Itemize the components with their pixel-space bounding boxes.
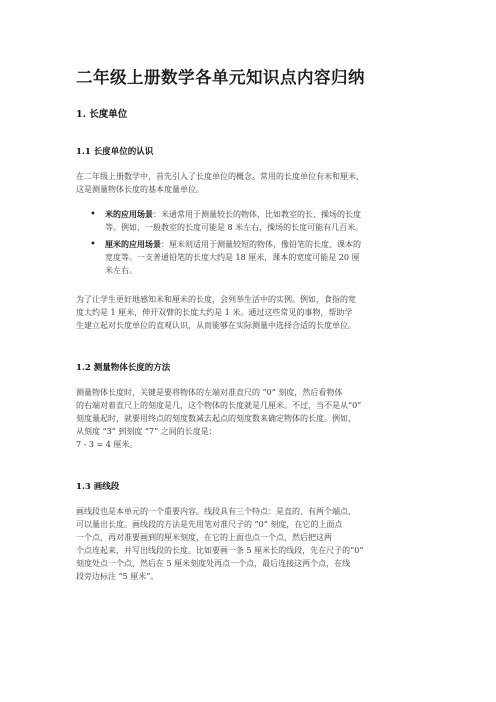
paragraph-line: 从刻度 “3” 到刻度 “7” 之间的长度是： [76, 427, 217, 436]
paragraph [76, 293, 452, 332]
document-title: 二年级上册数学各单元知识点内容归纳 [76, 68, 365, 87]
paragraph-line: 度大约是 1 厘米，伸开双臂的长度大约是 1 米。通过这些常见的事物，帮助学 [76, 308, 353, 317]
paragraph-line: 这是测量物体长度的基本度量单位。 [76, 185, 204, 194]
paragraph-line: 为了让学生更好地感知米和厘米的长度，会列举生活中的实例。例如，食指的宽 [76, 295, 356, 304]
paragraph-line: 刻度量起时，就要用终点的刻度数减去起点的刻度数来确定物体的长度。例如， [76, 414, 356, 423]
paragraph-line: 个点连起来，并写出线段的长度。比如要画一条 5 厘米长的线段，先在尺子的“0” [76, 546, 364, 555]
paragraph-line: ：厘米则适用于测量较短的物体，像铅笔的长度、课本的 [161, 240, 361, 249]
paragraph-line: 7 - 3 = 4 厘米。 [76, 440, 138, 449]
paragraph-line: 在二年级上册数学中，首先引入了长度单位的概念。常用的长度单位有米和厘米， [76, 172, 364, 181]
paragraph-line: ：米通常用于测量较长的物体，比如教室的长、操场的长度 [153, 210, 361, 219]
list-item [90, 238, 452, 277]
paragraph-line: 一个点，再对准要画到的厘米刻度，在它的上面也点一个点，然后把这两 [76, 533, 332, 542]
bullet-lead: 厘米的应用场景 [105, 239, 161, 249]
bullet-lead: 米的应用场景 [105, 209, 153, 219]
paragraph [76, 386, 452, 451]
paragraph-line: 米左右。 [105, 266, 137, 275]
paragraph-line: 测量物体长度时，关键是要将物体的左端对准直尺的 “0” 刻度，然后看物体 [76, 388, 343, 397]
paragraph [76, 170, 452, 196]
section-heading: 1. 长度单位 [76, 109, 128, 120]
paragraph-line: 段旁边标注 “5 厘米”。 [76, 572, 159, 581]
subsection-heading: 1.2 测量物体长度的方法 [76, 363, 171, 373]
subsection-heading: 1.3 画线段 [76, 482, 120, 492]
paragraph-line: 的右端对着直尺上的刻度是几，这个物体的长度就是几厘米。不过，当不是从“0” [76, 401, 362, 410]
paragraph-line: 刻度处点一个点，然后在 5 厘米刻度处再点一个点，最后连接这两个点，在线 [76, 559, 351, 568]
list-item [90, 208, 452, 234]
paragraph-line: 宽度等。一支普通铅笔的长度大约是 18 厘米，课本的宽度可能是 20 厘 [105, 253, 360, 262]
paragraph [76, 505, 452, 583]
paragraph-line: 可以量出长度。画线段的方法是先用笔对准尺子的 “0” 刻度，在它的上面点 [76, 520, 343, 529]
subsection-heading: 1.1 长度单位的认识 [76, 147, 154, 157]
paragraph-line: 生建立起对长度单位的直观认识，从而能够在实际测量中选择合适的长度单位。 [76, 321, 356, 330]
bullet-list [76, 208, 452, 277]
paragraph-line: 画线段也是本单元的一个重要内容。线段具有三个特点：是直的、有两个端点、 [76, 507, 356, 516]
paragraph-line: 等。例如，一般教室的长度可能是 8 米左右，操场的长度可能有几百米。 [105, 223, 364, 232]
